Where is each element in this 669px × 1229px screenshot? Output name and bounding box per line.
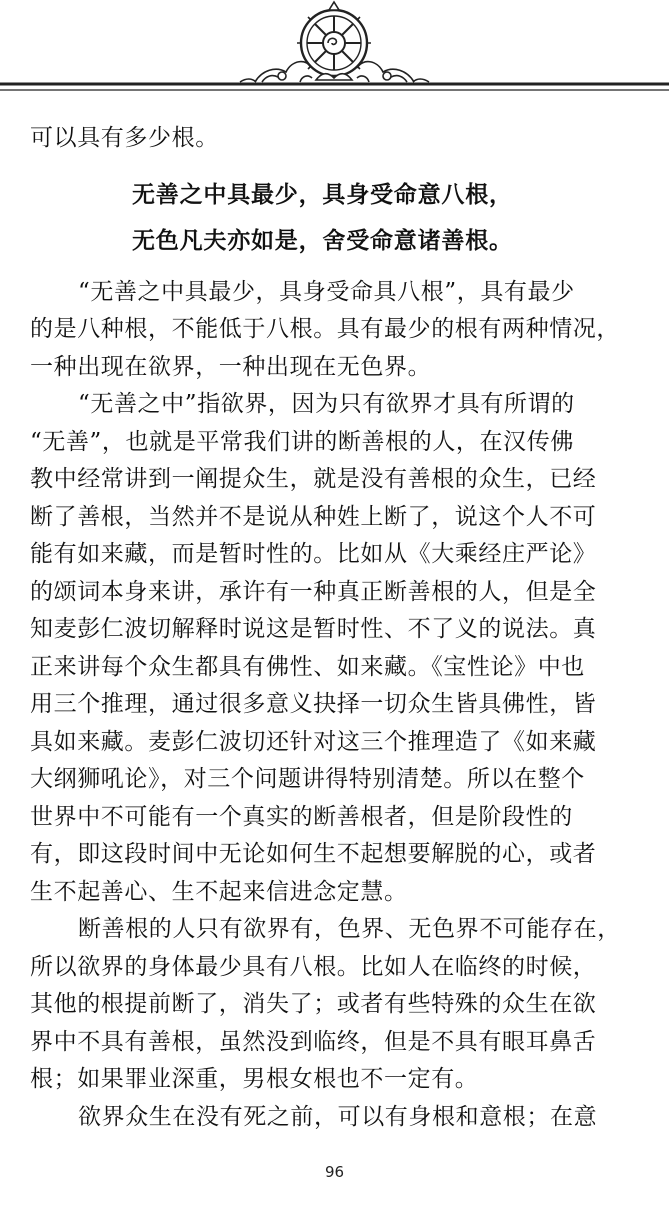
page-number: 96	[324, 1163, 345, 1181]
paragraph	[30, 911, 642, 1099]
text-line: 正来讲每个众生都具有佛性、如来藏。《宝性论》中也	[30, 653, 585, 680]
page-body	[30, 120, 642, 1136]
text-line: 其他的根提前断了，消失了；或者有些特殊的众生在欲	[30, 991, 597, 1017]
page-header	[0, 0, 669, 110]
text-line: 知麦彭仁波切解释时说这是暂时性、不了义的说法。真	[30, 616, 597, 642]
text-line: 所以欲界的身体最少具有八根。比如人在临终的时候，	[30, 953, 597, 980]
text-line: 断了善根，当然并不是说从种姓上断了，说这个人不可	[30, 503, 597, 530]
text-line: 一种出现在欲界，一种出现在无色界。	[30, 353, 432, 380]
header-rule	[0, 84, 669, 90]
text-line: 根；如果罪业深重，男根女根也不一定有。	[30, 1066, 479, 1092]
text-line: 断善根的人只有欲界有，色界、无色界不可能存在，	[78, 916, 621, 942]
dharma-wheel-icon	[297, 2, 371, 80]
text-line: 的颂词本身来讲，承许有一种真正断善根的人，但是全	[30, 578, 597, 605]
verse-line: 无色凡夫亦如是，舍受命意诸善根。	[132, 227, 513, 254]
text-line: 具如来藏。麦彭仁波切还针对这三个推理造了《如来藏	[30, 728, 597, 755]
paragraph	[30, 274, 642, 387]
text-line: 教中经常讲到一阐提众生，就是没有善根的众生，已经	[30, 466, 597, 492]
text-line: “无善之中”指欲界，因为只有欲界才具有所谓的	[78, 391, 575, 417]
cloud-scroll-ornament-icon	[240, 62, 312, 82]
verse-block	[30, 172, 642, 264]
paragraph	[30, 1099, 642, 1137]
text-line: 有，即这段时间中无论如何生不起想要解脱的心，或者	[30, 841, 597, 867]
text-line: 大纲狮吼论》，对三个问题讲得特别清楚。所以在整个	[30, 766, 585, 792]
cloud-scroll-ornament-icon	[357, 62, 429, 82]
text-line: 生不起善心、生不起来信进念定慧。	[30, 878, 408, 905]
paragraph	[30, 386, 642, 911]
intro-line: 可以具有多少根。	[30, 125, 219, 151]
text-line: “无善之中具最少，具身受命具八根”，具有最少	[78, 278, 575, 305]
text-line: 世界中不可能有一个真实的断善根者，但是阶段性的	[30, 803, 573, 830]
text-line: 的是八种根，不能低于八根。具有最少的根有两种情况，	[30, 316, 620, 342]
text-line: 能有如来藏，而是暂时性的。比如从《大乘经庄严论》	[30, 541, 597, 567]
text-line: “无善”，也就是平常我们讲的断善根的人，在汉传佛	[30, 428, 574, 455]
text-line: 欲界众生在没有死之前，可以有身根和意根；在意	[78, 1103, 598, 1130]
text-line: 用三个推理，通过很多意义抉择一切众生皆具佛性，皆	[30, 691, 597, 717]
text-line: 界中不具有善根，虽然没到临终，但是不具有眼耳鼻舌	[30, 1028, 597, 1055]
verse-line: 无善之中具最少，具身受命意八根，	[132, 181, 513, 208]
